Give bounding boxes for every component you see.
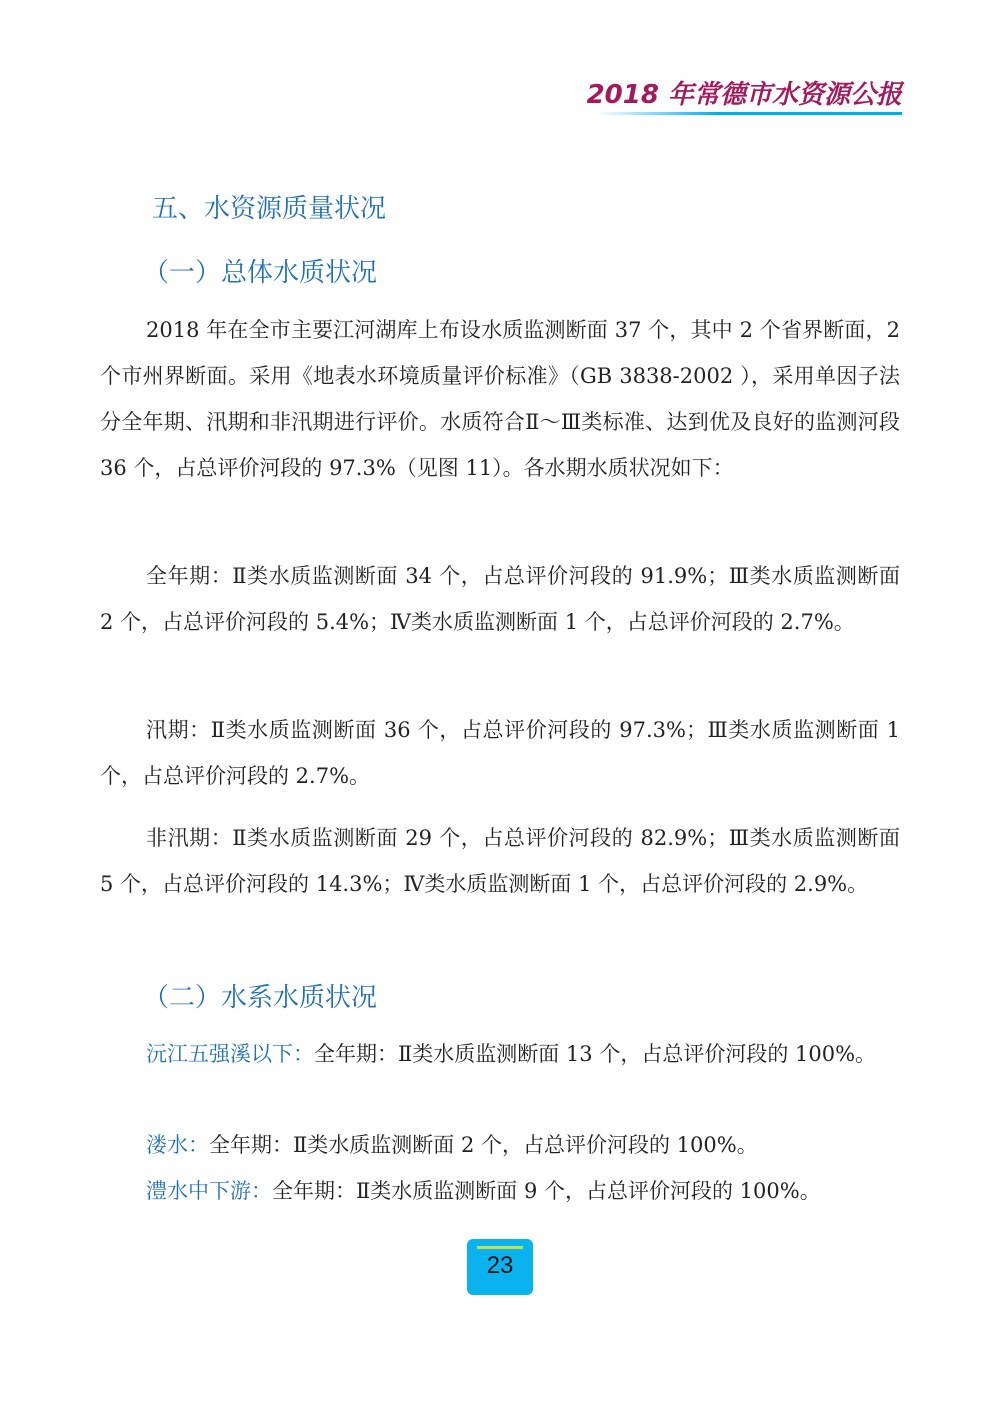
subsection-heading-overall: （一）总体水质状况: [143, 258, 378, 288]
river-quality-text: 全年期：Ⅱ类水质监测断面 13 个，占总评价河段的 100%。: [314, 1042, 877, 1066]
page-number-badge: [467, 1239, 533, 1295]
river-name: 沅江五强溪以下：: [146, 1042, 314, 1066]
river-name: 澧水中下游：: [146, 1179, 272, 1203]
section-heading: 五、水资源质量状况: [152, 194, 387, 224]
annual-paragraph: 全年期：Ⅱ类水质监测断面 34 个，占总评价河段的 91.9%；Ⅲ类水质监测断面 2 个，占总评价河段的 5.4%；Ⅳ类水质监测断面 1 个，占总评价河段的 2.7%。: [100, 564, 900, 634]
river-name: 溇水：: [146, 1133, 209, 1157]
header-rule: [596, 112, 902, 115]
river-item-loushui: [100, 1122, 900, 1168]
flood-paragraph: 汛期：Ⅱ类水质监测断面 36 个，占总评价河段的 97.3%；Ⅲ类水质监测断面 1 个，占总评价河段的 2.7%。: [100, 718, 900, 788]
river-item-lishui: [100, 1168, 900, 1214]
page-badge-accent: [477, 1246, 523, 1249]
page-number: 23: [486, 1252, 514, 1279]
subsection-heading-river-systems: （二）水系水质状况: [143, 983, 378, 1013]
river-quality-text: 全年期：Ⅱ类水质监测断面 9 个，占总评价河段的 100%。: [272, 1179, 821, 1203]
river-item-yuanjiang: [100, 1031, 900, 1077]
report-header-title: 2018 年常德市水资源公报: [586, 80, 902, 110]
intro-paragraph: 2018 年在全市主要江河湖库上布设水质监测断面 37 个，其中 2 个省界断面，2 个市州界断面。采用《地表水环境质量评价标准》（GB 3838-2002 ），采用单因子法分全年期、汛期和非汛期进行评价。水质符合Ⅱ～Ⅲ类标准、达到优及良好的监测河段 36 个，占总评价河段的 97.3%（见图 11）。各水期水质状况如下：: [100, 318, 900, 480]
river-quality-text: 全年期：Ⅱ类水质监测断面 2 个，占总评价河段的 100%。: [209, 1133, 758, 1157]
nonflood-paragraph: 非汛期：Ⅱ类水质监测断面 29 个，占总评价河段的 82.9%；Ⅲ类水质监测断面 5 个，占总评价河段的 14.3%；Ⅳ类水质监测断面 1 个，占总评价河段的 2.9%。: [100, 826, 900, 896]
